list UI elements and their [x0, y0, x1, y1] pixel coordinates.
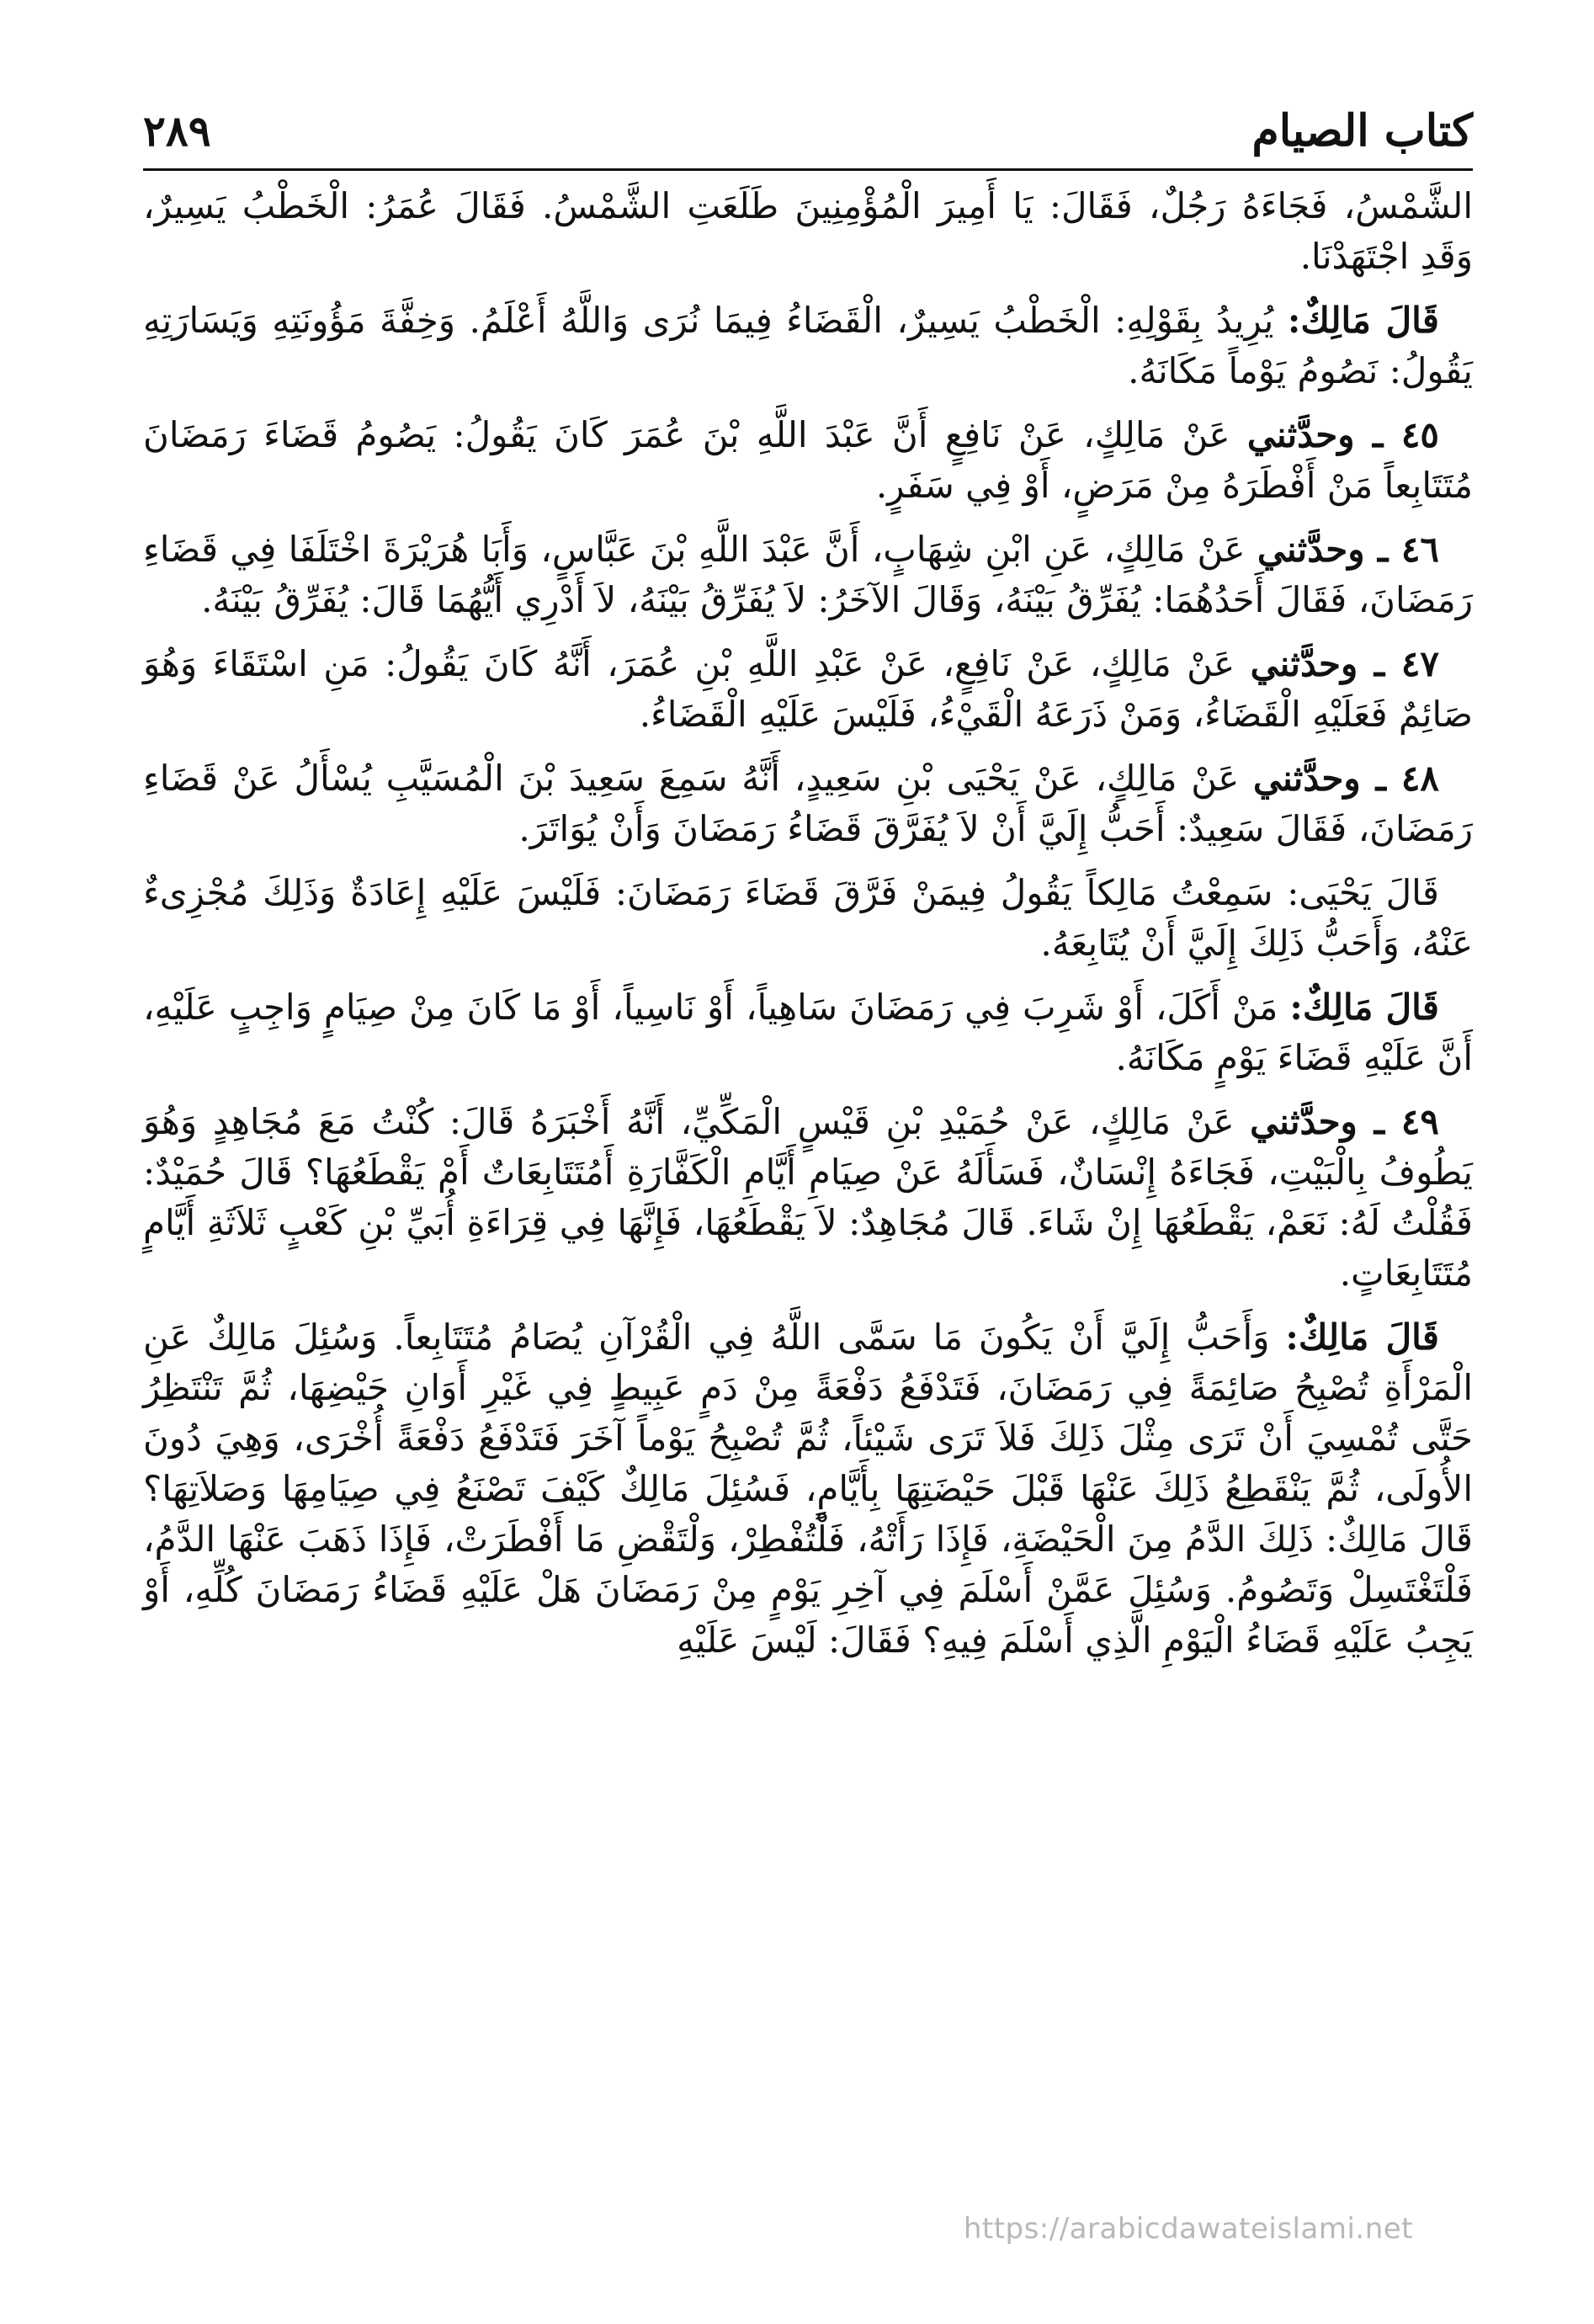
- paragraph-malik: [143, 982, 1473, 1083]
- hadith-number-lead: ٤٧ ـ وحدَّثني: [1250, 643, 1439, 684]
- hadith-number-lead: ٤٦ ـ وحدَّثني: [1257, 529, 1439, 570]
- running-title: كتاب الصيام: [1251, 105, 1473, 157]
- header-rule: [143, 168, 1473, 171]
- paragraph-text: قَالَ يَحْيَى: سَمِعْتُ مَالِكاً يَقُولُ فِيمَنْ فَرَّقَ قَضَاءَ رَمَضَانَ: فَلَيْسَ عَلَيْهِ إِعَادَةٌ وَذَلِكَ مُجْزِىءٌ عَنْهُ، وَأَحَبُّ ذَلِكَ إِلَيَّ أَنْ يُتَابِعَهُ.: [143, 872, 1473, 964]
- hadith-number-lead: ٤٩ ـ وحدَّثني: [1250, 1101, 1439, 1142]
- paragraph-lead: قَالَ مَالِكٌ:: [1285, 1316, 1439, 1358]
- paragraph-text: مَنْ أَكَلَ، أَوْ شَرِبَ فِي رَمَضَانَ سَاهِياً، أَوْ نَاسِياً، أَوْ مَا كَانَ مِنْ صِيَامٍ وَاجِبٍ عَلَيْهِ، أَنَّ عَلَيْهِ قَضَاءَ يَوْمٍ مَكَانَهُ.: [143, 987, 1473, 1078]
- paragraph-text: عَنْ مَالِكٍ، عَنْ نَافِعٍ أَنَّ عَبْدَ اللَّهِ بْنَ عُمَرَ كَانَ يَقُولُ: يَصُومُ قَضَاءَ رَمَضَانَ مُتَتَابِعاً مَنْ أَفْطَرَهُ مِنْ مَرَضٍ، أَوْ فِي سَفَرٍ.: [143, 414, 1473, 506]
- hadith-46: [143, 524, 1473, 625]
- paragraph-text: يُرِيدُ بِقَوْلِهِ: الْخَطْبُ يَسِيرٌ، الْقَضَاءُ فِيمَا نُرَى وَاللَّهُ أَعْلَمُ. وَخِفَّةَ مَؤُونَتِهِ وَيَسَارَتِهِ يَقُولُ: نَصُومُ يَوْماً مَكَانَهُ.: [143, 300, 1473, 391]
- paragraph-lead: قَالَ مَالِكٌ:: [1287, 300, 1439, 341]
- paragraph-text: عَنْ مَالِكٍ، عَنْ نَافِعٍ، عَنْ عَبْدِ اللَّهِ بْنِ عُمَرَ، أَنَّهُ كَانَ يَقُولُ: مَنِ اسْتَقَاءَ وَهُوَ صَائِمٌ فَعَلَيْهِ الْقَضَاءُ، وَمَنْ ذَرَعَهُ الْقَيْءُ، فَلَيْسَ عَلَيْهِ الْقَضَاءُ.: [143, 643, 1473, 735]
- hadith-48: [143, 753, 1473, 854]
- hadith-49: [143, 1097, 1473, 1299]
- paragraph-text: الشَّمْسُ، فَجَاءَهُ رَجُلٌ، فَقَالَ: يَا أَمِيرَ الْمُؤْمِنِينَ طَلَعَتِ الشَّمْسُ. فَقَالَ عُمَرُ: الْخَطْبُ يَسِيرٌ، وَقَدِ اجْتَهَدْنَا.: [143, 185, 1473, 277]
- paragraph-text: وَأَحَبُّ إِلَيَّ أَنْ يَكُونَ مَا سَمَّى اللَّهُ فِي الْقُرْآنِ يُصَامُ مُتَتَابِعاً. وَسُئِلَ مَالِكٌ عَنِ الْمَرْأَةِ تُصْبِحُ صَائِمَةً فِي رَمَضَانَ، فَتَدْفَعُ دَفْعَةً مِنْ دَمٍ عَبِيطٍ فِي غَيْرِ أَوَانِ حَيْضِهَا، ثُمَّ تَنْتَظِرُ حَتَّى تُمْسِيَ أَنْ تَرَى مِثْلَ ذَلِكَ فَلاَ تَرَى شَيْئاً، ثُمَّ تُصْبِحُ يَوْماً آخَرَ فَتَدْفَعُ دَفْعَةً أُخْرَى، وَهِيَ دُونَ الأُولَى، ثُمَّ يَنْقَطِعُ ذَلِكَ عَنْهَا قَبْلَ حَيْضَتِهَا بِأَيَّامٍ، فَسُئِلَ مَالِكٌ كَيْفَ تَصْنَعُ فِي صِيَامِهَا وَصَلاَتِهَا؟ قَالَ مَالِكٌ: ذَلِكَ الدَّمُ مِنَ الْحَيْضَةِ، فَإِذَا رَأَتْهُ، فَلْتُفْطِرْ، وَلْتَقْضِ مَا أَفْطَرَتْ، فَإِذَا ذَهَبَ عَنْهَا الدَّمُ، فَلْتَغْتَسِلْ وَتَصُومُ. وَسُئِلَ عَمَّنْ أَسْلَمَ فِي آخِرِ يَوْمٍ مِنْ رَمَضَانَ هَلْ عَلَيْهِ قَضَاءُ رَمَضَانَ كُلِّهِ، أَوْ يَجِبُ عَلَيْهِ قَضَاءُ الْيَوْمِ الَّذِي أَسْلَمَ فِيهِ؟ فَقَالَ: لَيْسَ عَلَيْهِ: [143, 1316, 1473, 1661]
- paragraph-text: عَنْ مَالِكٍ، عَنِ ابْنِ شِهَابٍ، أَنَّ عَبْدَ اللَّهِ بْنَ عَبَّاسٍ، وَأَبَا هُرَيْرَةَ اخْتَلَفَا فِي قَضَاءِ رَمَضَانَ، فَقَالَ أَحَدُهُمَا: يُفَرِّقُ بَيْنَهُ، وَقَالَ الآخَرُ: لاَ يُفَرِّقُ بَيْنَهُ، لاَ أَدْرِي أَيُّهُمَا قَالَ: يُفَرِّقُ بَيْنَهُ.: [143, 529, 1473, 620]
- paragraph-2: [143, 295, 1473, 396]
- paragraph-malik-final: [143, 1312, 1473, 1666]
- page-header: [143, 99, 1473, 165]
- watermark-url: https://arabicdawateislami.net: [963, 2212, 1413, 2246]
- paragraph-yahya: [143, 868, 1473, 969]
- hadith-number-lead: ٤٥ ـ وحدَّثني: [1246, 414, 1439, 455]
- paragraph-text: عَنْ مَالِكٍ، عَنْ حُمَيْدِ بْنِ قَيْسٍ الْمَكِّيِّ، أَنَّهُ أَخْبَرَهُ قَالَ: كُنْتُ مَعَ مُجَاهِدٍ وَهُوَ يَطُوفُ بِالْبَيْتِ، فَجَاءَهُ إِنْسَانٌ، فَسَأَلَهُ عَنْ صِيَامِ أَيَّامِ الْكَفَّارَةِ أَمُتَتَابِعَاتٌ أَمْ يَقْطَعُهَا؟ قَالَ حُمَيْدٌ: فَقُلْتُ لَهُ: نَعَمْ، يَقْطَعُهَا إِنْ شَاءَ. قَالَ مُجَاهِدٌ: لاَ يَقْطَعُهَا، فَإِنَّهَا فِي قِرَاءَةِ أُبَيِّ بْنِ كَعْبٍ ثَلاَثَةِ أَيَّامٍ مُتَتَابِعَاتٍ.: [143, 1101, 1473, 1294]
- paragraph-text: عَنْ مَالِكٍ، عَنْ يَحْيَى بْنِ سَعِيدٍ، أَنَّهُ سَمِعَ سَعِيدَ بْنَ الْمُسَيَّبِ يُسْأَلُ عَنْ قَضَاءِ رَمَضَانَ، فَقَالَ سَعِيدٌ: أَحَبُّ إِلَيَّ أَنْ لاَ يُفَرَّقَ قَضَاءُ رَمَضَانَ وَأَنْ يُوَاتَرَ.: [143, 758, 1473, 849]
- hadith-45: [143, 410, 1473, 511]
- hadith-47: [143, 639, 1473, 740]
- page-number: ٢٨٩: [143, 106, 211, 156]
- page-body: [143, 181, 1473, 1679]
- hadith-number-lead: ٤٨ ـ وحدَّثني: [1252, 758, 1439, 799]
- paragraph-1: [143, 181, 1473, 282]
- paragraph-lead: قَالَ مَالِكٌ:: [1289, 987, 1439, 1028]
